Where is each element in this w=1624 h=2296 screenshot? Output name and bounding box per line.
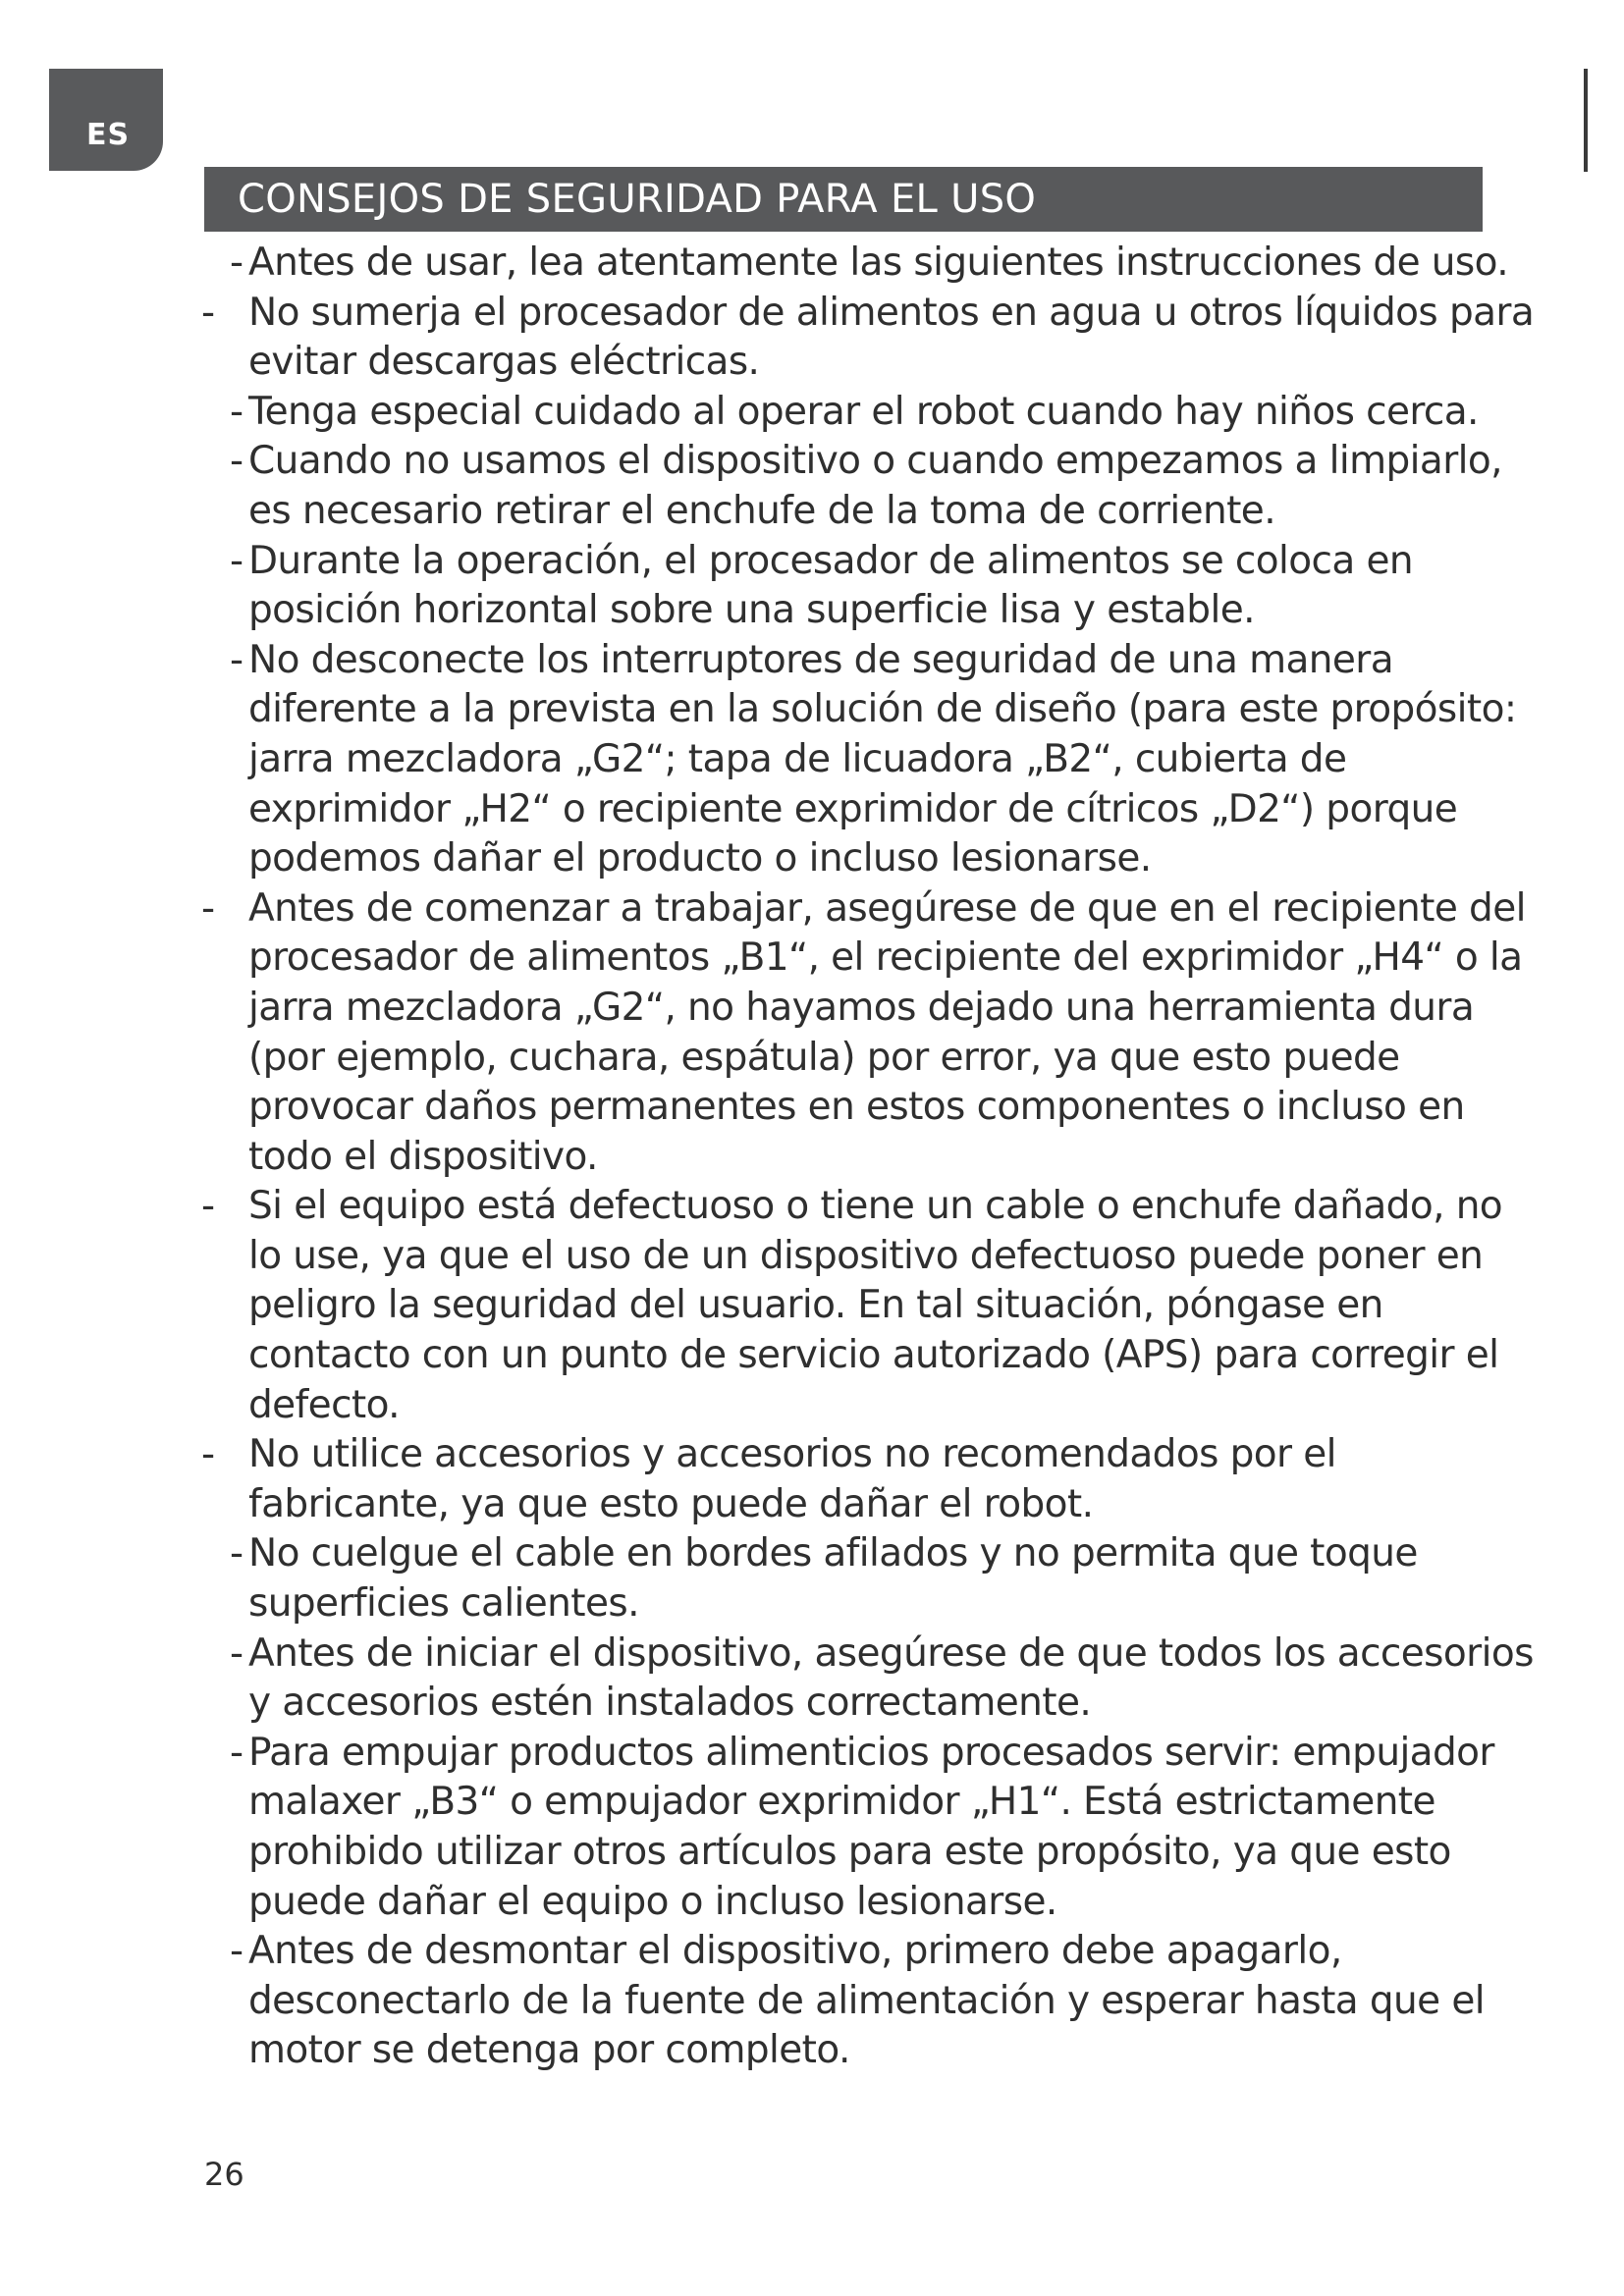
list-item	[201, 437, 1537, 536]
list-item-text: Cuando no usamos el dispositivo o cuando empezamos a limpiarlo, es necesario retirar el enchufe de la toma de corriente.	[248, 439, 1502, 533]
list-item-text: Para empujar productos alimenticios procesados servir: empujador malaxer „B3“ o empujador exprimidor „H1“. Está estrictamente prohibido utilizar otros artículos para este propósito, ya que esto puede dañar el equipo o incluso lesionarse.	[248, 1730, 1494, 1924]
list-item-text: No sumerja el procesador de alimentos en agua u otros líquidos para evitar descargas eléctricas.	[248, 290, 1535, 385]
list-item	[201, 1927, 1537, 2076]
list-item	[201, 1529, 1537, 1629]
bullet-dash: -	[201, 1432, 215, 1477]
list-item	[201, 388, 1537, 438]
list-item-text: No desconecte los interruptores de seguridad de una manera diferente a la prevista en la solución de diseño (para este propósito: jarra mezcladora „G2“; tapa de licuadora „B2“, cubierta de exprimidor „H2“ o recipiente exprimidor de cítricos „D2“) porque podemos dañar el producto o incluso lesionarse.	[248, 637, 1517, 881]
page-edge-rule	[1584, 69, 1588, 172]
bullet-dash: -	[230, 389, 244, 434]
bullet-dash: -	[201, 1184, 215, 1229]
bullet-dash: -	[230, 538, 244, 583]
list-item	[201, 636, 1537, 884]
list-item-text: Antes de usar, lea atentamente las siguientes instrucciones de uso.	[248, 240, 1509, 285]
bullet-dash: -	[201, 290, 215, 335]
bullet-dash: -	[230, 637, 244, 682]
bullet-dash: -	[230, 1929, 244, 1974]
list-item-text: Antes de iniciar el dispositivo, asegúrese de que todos los accesorios y accesorios estén instalados correctamente.	[248, 1630, 1534, 1726]
list-item-text: No utilice accesorios y accesorios no recomendados por el fabricante, ya que esto puede dañar el robot.	[248, 1432, 1336, 1526]
list-item-text: Tenga especial cuidado al operar el robot cuando hay niños cerca.	[248, 389, 1479, 434]
bullet-dash: -	[230, 240, 244, 285]
list-item	[201, 537, 1537, 636]
list-item-text: Si el equipo está defectuoso o tiene un cable o enchufe dañado, no lo use, ya que el uso de un dispositivo defectuoso puede poner en peligro la seguridad del usuario. En tal situación, póngase en contacto con un punto de servicio autorizado (APS) para corregir el defecto.	[248, 1184, 1503, 1427]
list-item	[201, 239, 1537, 289]
safety-tips-list	[201, 239, 1537, 2076]
list-item	[201, 289, 1537, 388]
bullet-dash: -	[230, 1630, 244, 1676]
list-item	[201, 1629, 1537, 1729]
list-item-text: No cuelgue el cable en bordes afilados y no permita que toque superficies calientes.	[248, 1531, 1418, 1627]
list-item-text: Antes de desmontar el dispositivo, primero debe apagarlo, desconectarlo de la fuente de alimentación y esperar hasta que el motor se detenga por completo.	[248, 1929, 1485, 2073]
page-number: 26	[204, 2156, 244, 2193]
list-item-text: Antes de comenzar a trabajar, asegúrese de que en el recipiente del procesador de alimentos „B1“, el recipiente del exprimidor „H4“ o la jarra mezcladora „G2“, no hayamos dejado una herramienta dura (por ejemplo, cuchara, espátula) por error, ya que esto puede provocar daños permanentes en estos componentes o incluso en todo el dispositivo.	[248, 885, 1526, 1179]
bullet-dash: -	[230, 1531, 244, 1576]
list-item	[201, 884, 1537, 1183]
list-item	[201, 1430, 1537, 1529]
bullet-dash: -	[230, 1730, 244, 1775]
list-item	[201, 1729, 1537, 1927]
language-tab	[49, 69, 163, 171]
list-item	[201, 1182, 1537, 1430]
section-title: CONSEJOS DE SEGURIDAD PARA EL USO	[238, 177, 1037, 222]
section-header	[204, 167, 1483, 232]
bullet-dash: -	[230, 439, 244, 484]
list-item-text: Durante la operación, el procesador de alimentos se coloca en posición horizontal sobre una superficie lisa y estable.	[248, 538, 1413, 633]
bullet-dash: -	[201, 885, 215, 931]
language-tab-label: ES	[86, 118, 131, 152]
